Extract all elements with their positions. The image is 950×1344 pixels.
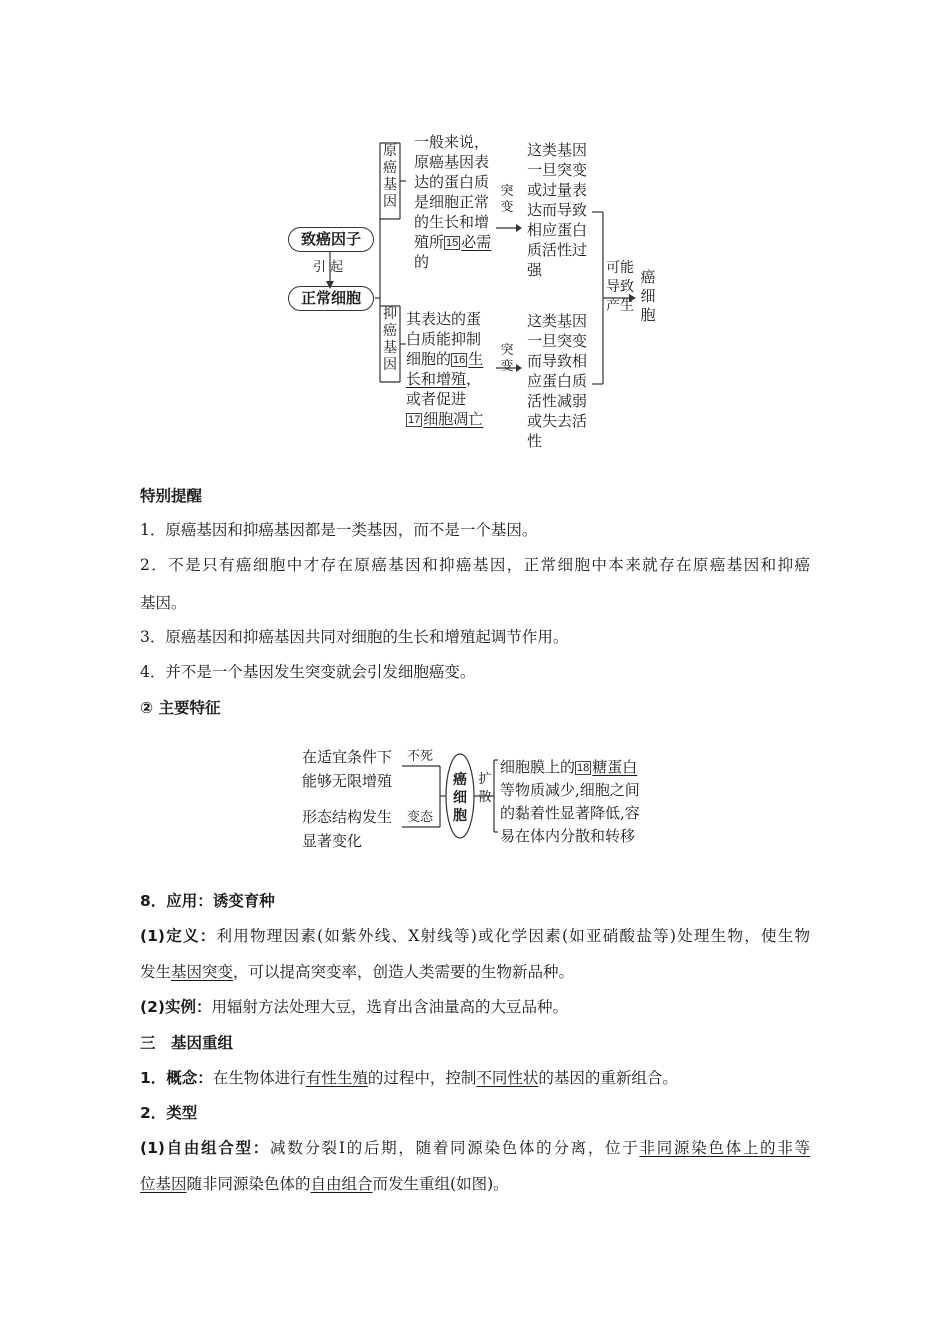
concept-text: 在生物体进行 (212, 1069, 306, 1087)
cancer-cell-result (640, 268, 656, 325)
blank-18 (575, 758, 637, 776)
tip-item: 4．并不是一个基因发生突变就会引发细胞癌变。 (140, 663, 476, 681)
blank-answer: 长和增殖 (406, 370, 467, 388)
proto-result-line: 或过量表 (527, 181, 588, 199)
spread-desc-line: 易在体内分散和转移 (500, 827, 636, 845)
suppressor-result-line: 性 (527, 432, 543, 450)
suppressor-result-line: 一旦突变 (527, 332, 588, 350)
feature-text-line: 能够无限增殖 (302, 772, 393, 790)
blank-16 (451, 350, 483, 368)
definition-label: (1)定义： (140, 927, 217, 945)
concept-answer: 有性生殖 (305, 1069, 368, 1087)
blank-number: 17 (408, 414, 421, 426)
blank-number: 15 (446, 237, 459, 249)
cancer-cell-char: 胞 (453, 808, 467, 824)
proto-desc-line: 达的蛋白质 (414, 173, 490, 191)
suppressor-desc-line: 其表达的蛋 (406, 310, 482, 328)
features-title: ② 主要特征 (140, 699, 221, 717)
spread-desc-line: 等物质减少,细胞之间 (500, 781, 640, 799)
suppressor-desc (406, 309, 483, 429)
cause-box (288, 227, 374, 252)
tumor-suppressor-label: 抑癌基因 (383, 306, 397, 373)
tips-title: 特别提醒 (140, 487, 203, 505)
concept-text: 的过程中，控制 (367, 1069, 477, 1087)
mutation-char: 突 (500, 343, 514, 358)
definition-text: ，可以提高突变率，创造人类需要的生物新品种。 (233, 963, 575, 981)
cause-label: 致癌因子 (300, 230, 361, 248)
tip-item: 2．不是只有癌细胞中才存在原癌基因和抑癌基因，正常细胞中本来就存在原癌基因和抑癌 (140, 556, 810, 574)
feature-text-line: 在适宜条件下 (302, 748, 393, 766)
spread-desc-line: 的黏着性显著降低,容 (500, 804, 640, 822)
feature-text-line: 形态结构发生 (302, 808, 393, 826)
definition-text: 利用物理因素(如紫外线、X射线等)或化学因素(如亚硝酸盐等)处理生物，使生物 (216, 927, 810, 945)
proto-result-line: 这类基因 (527, 141, 588, 159)
mutation-label-bottom (499, 343, 515, 375)
proto-desc-line: 的 (414, 253, 430, 271)
feature-morphology (302, 805, 392, 853)
immortal-label: 不死 (407, 749, 434, 764)
example-text: 用辐射方法处理大豆，选育出含油量高的大豆品种。 (211, 998, 568, 1016)
spread-char: 扩 (478, 772, 492, 787)
section3-concept (140, 1067, 678, 1089)
blank-answer: 细胞凋亡 (423, 410, 484, 428)
blank-number: 16 (453, 354, 466, 366)
types-title: 2．类型 (140, 1104, 198, 1122)
proto-result-line: 一旦突变 (527, 161, 588, 179)
suppressor-desc-text: ， (466, 370, 482, 388)
proto-oncogene-label: 原癌基因 (383, 143, 397, 210)
free-combination-label: (1)自由组合型： (140, 1139, 270, 1157)
suppressor-desc-line: 白质能抑制 (406, 330, 482, 348)
proto-desc-line: 的生长和增 (414, 213, 490, 231)
spread-desc-text: 细胞膜上的 (500, 758, 576, 776)
may-cause-line: 可能 (606, 260, 634, 276)
definition-text: 发生 (140, 963, 172, 981)
free-combination (140, 1137, 810, 1159)
tip-item: 1．原癌基因和抑癌基因都是一类基因，而不是一个基因。 (140, 521, 538, 539)
proto-result-line: 相应蛋白 (527, 221, 588, 239)
free-combination-cont (140, 1173, 509, 1195)
spread-desc (500, 756, 640, 848)
normal-cell-label: 正常细胞 (300, 289, 361, 307)
suppressor-result-line: 这类基因 (527, 312, 588, 330)
suppressor-result-line: 或失去活 (527, 412, 588, 430)
free-combination-answer: 自由组合 (310, 1175, 373, 1193)
cancer-cell-char: 细 (453, 790, 467, 806)
blank-15 (444, 233, 491, 251)
spread-desc-line (500, 756, 640, 779)
cancer-cell-char: 胞 (640, 306, 656, 324)
change-label: 变态 (407, 810, 434, 825)
mutation-char: 突 (500, 184, 514, 199)
concept-label: 1．概念： (140, 1069, 213, 1087)
suppressor-desc-text: 细胞的 (406, 350, 452, 368)
cancer-cell-char: 细 (640, 287, 656, 305)
section8-title: 8．应用：诱变育种 (140, 892, 275, 910)
blank-number: 18 (577, 762, 590, 774)
cancer-cell-char: 癌 (453, 772, 467, 788)
section8-definition (140, 925, 810, 947)
free-combination-text: 减数分裂Ⅰ的后期，随着同源染色体的分离，位于 (270, 1139, 640, 1157)
free-combination-text: 随非同源染色体的 (186, 1175, 311, 1193)
free-combination-answer: 非同源染色体上的非等 (639, 1139, 810, 1157)
mutation-label-top (499, 184, 515, 216)
example-label: (2)实例： (140, 998, 212, 1016)
proto-result (527, 140, 587, 280)
definition-answer: 基因突变 (171, 963, 234, 981)
may-cause-line: 产生 (606, 298, 634, 314)
free-combination-answer: 位基因 (140, 1175, 187, 1193)
section3-title: 三 基因重组 (140, 1034, 234, 1052)
free-combination-text: 而发生重组(如图)。 (372, 1175, 509, 1193)
arrow-label: 引 起 (313, 260, 344, 275)
suppressor-desc-line (406, 349, 483, 369)
blank-answer: 糖蛋白 (592, 758, 638, 776)
may-cause-label (606, 259, 634, 316)
blank-17 (406, 410, 483, 428)
cancer-cell-char: 癌 (640, 268, 656, 286)
concept-answer: 不同性状 (476, 1069, 539, 1087)
proto-desc-line: 原癌基因表 (414, 153, 490, 171)
proto-desc (414, 132, 491, 272)
proto-desc-line (414, 232, 491, 252)
suppressor-result-line: 活性减弱 (527, 392, 588, 410)
cancer-cell-center (452, 771, 468, 825)
tip-item: 3．原癌基因和抑癌基因共同对细胞的生长和增殖起调节作用。 (140, 628, 569, 646)
proto-desc-line: 一般来说， (414, 133, 490, 151)
section8-definition-cont (140, 961, 574, 983)
proto-result-line: 质活性过 (527, 241, 588, 259)
section8-example (140, 996, 568, 1018)
diagram2-lines (0, 720, 950, 860)
suppressor-desc-line (406, 409, 483, 429)
normal-cell-box (288, 286, 374, 311)
proto-result-line: 强 (527, 261, 543, 279)
suppressor-desc-line (406, 369, 483, 389)
proto-result-line: 达而导致 (527, 201, 588, 219)
proto-desc-text: 殖所 (414, 233, 445, 251)
feature-immortal (302, 745, 392, 793)
concept-text: 的基因的重新组合。 (538, 1069, 678, 1087)
mutation-char: 变 (500, 359, 514, 374)
blank-answer: 必需 (461, 233, 492, 251)
blank-answer: 生 (468, 350, 484, 368)
suppressor-result (527, 311, 587, 451)
suppressor-desc-line: 或者促进 (406, 390, 467, 408)
may-cause-line: 导致 (606, 279, 634, 295)
proto-desc-line: 是细胞正常 (414, 193, 490, 211)
spread-char: 散 (478, 790, 492, 805)
mutation-char: 变 (500, 200, 514, 215)
tip-item: 基因。 (140, 594, 187, 612)
suppressor-result-line: 应蛋白质 (527, 372, 588, 390)
feature-text-line: 显著变化 (302, 832, 363, 850)
spread-label (477, 771, 493, 807)
suppressor-result-line: 而导致相 (527, 352, 588, 370)
